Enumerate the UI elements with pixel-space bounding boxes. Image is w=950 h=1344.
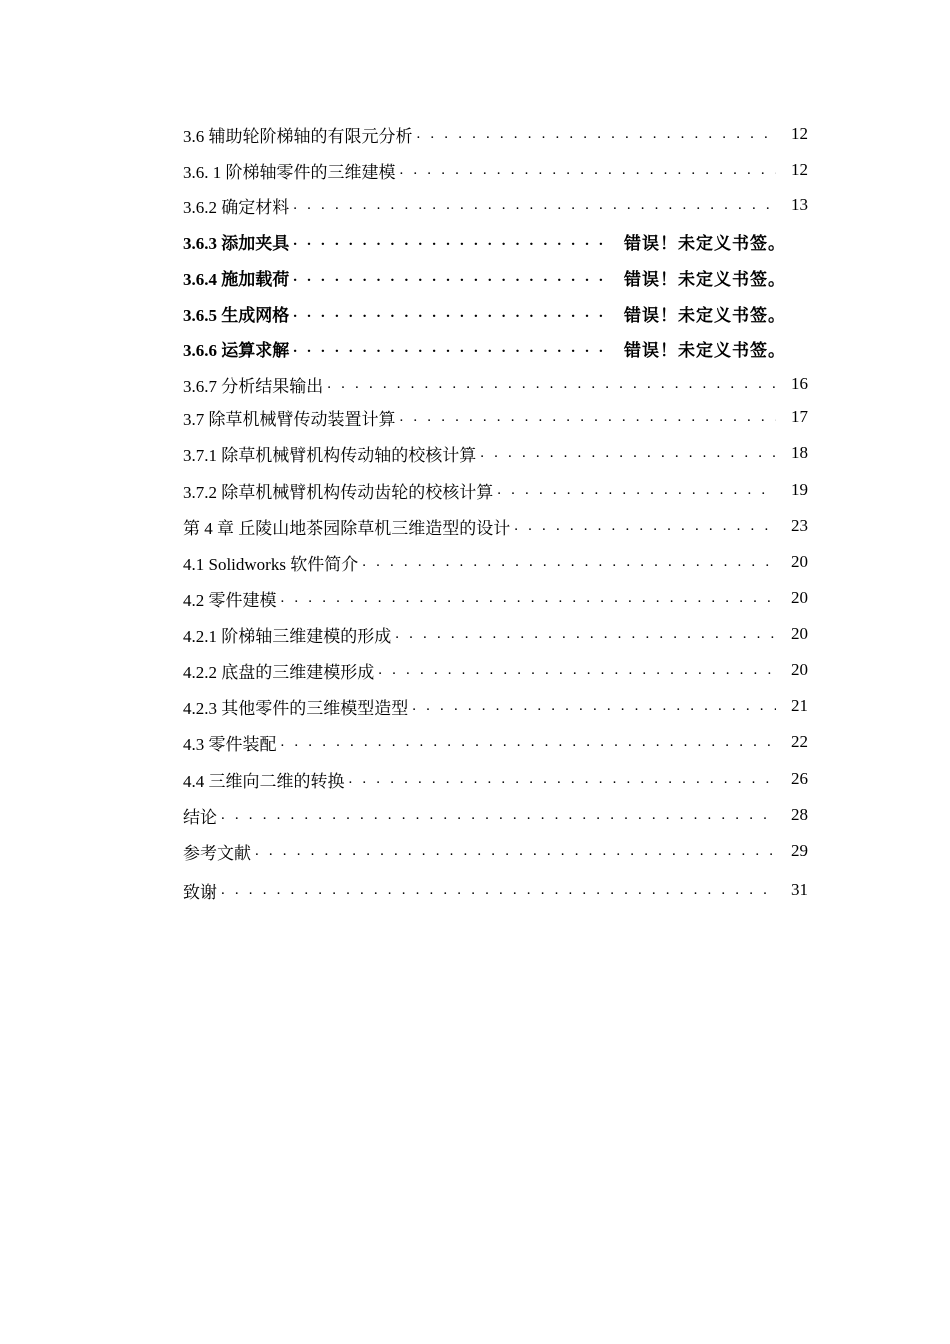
toc-dot-leader [221,807,776,824]
toc-entry[interactable] [183,264,808,290]
toc-dot-leader [514,518,776,535]
toc-dot-leader [395,626,776,643]
toc-entry-title: 结论 [183,807,217,827]
toc-entry-title: 4.2.2 底盘的三维建模形成 [183,662,375,682]
toc-entry-page: 21 [791,696,808,715]
toc-entry-page: 错误！未定义书签。 [624,305,786,325]
toc-dot-leader [281,590,777,607]
toc-entry-page: 19 [791,480,808,499]
toc-entry-title: 3.7.1 除草机械臂机构传动轴的校核计算 [183,445,477,465]
toc-entry[interactable] [183,657,808,683]
toc-dot-leader [293,233,610,250]
toc-entry-title: 4.1 Solidworks 软件简介 [183,554,359,574]
toc-entry-title: 3.7 除草机械臂传动装置计算 [183,409,396,429]
toc-entry[interactable] [183,335,808,361]
toc-dot-leader [362,554,776,571]
toc-entry-page: 22 [791,732,808,751]
toc-dot-leader [378,662,776,679]
toc-entry-page: 12 [791,124,808,143]
toc-entry-title: 致谢 [183,882,217,902]
toc-entry-page: 错误！未定义书签。 [624,340,786,360]
toc-entry-title: 4.2.1 阶梯轴三维建模的形成 [183,626,392,646]
toc-entry-page: 20 [791,552,808,571]
toc-entry[interactable] [183,729,808,755]
toc-dot-leader [281,734,777,751]
toc-entry-page: 16 [791,374,808,393]
toc-entry-page: 18 [791,443,808,462]
toc-entry-title: 3.7.2 除草机械臂机构传动齿轮的校核计算 [183,482,494,502]
toc-entry-title: 4.3 零件装配 [183,734,277,754]
toc-entry[interactable] [183,838,808,864]
toc-entry[interactable] [183,440,808,466]
toc-entry[interactable] [183,693,808,719]
toc-entry[interactable] [183,371,808,397]
toc-dot-leader [417,126,777,143]
toc-entry-title: 3.6.5 生成网格 [183,305,290,325]
toc-entry[interactable] [183,404,808,430]
toc-entry[interactable] [183,766,808,792]
toc-entry-title: 参考文献 [183,843,251,863]
toc-entry-page: 17 [791,407,808,426]
toc-entry-title: 3.6.4 施加载荷 [183,269,290,289]
toc-entry-page: 错误！未定义书签。 [624,269,786,289]
toc-entry-page: 28 [791,805,808,824]
toc-entry-title: 3.6. 1 阶梯轴零件的三维建模 [183,162,396,182]
toc-entry-title: 3.6.6 运算求解 [183,340,290,360]
toc-entry[interactable] [183,157,808,183]
toc-entry-page: 31 [791,880,808,899]
toc-entry-page: 20 [791,588,808,607]
toc-entry-title: 4.4 三维向二维的转换 [183,771,345,791]
toc-dot-leader [293,269,610,286]
toc-entry-page: 12 [791,160,808,179]
toc-entry[interactable] [183,549,808,575]
toc-dot-leader [412,698,776,715]
toc-entry-title: 4.2 零件建模 [183,590,277,610]
toc-entry-title: 3.6.3 添加夹具 [183,233,290,253]
toc-entry[interactable] [183,228,808,254]
toc-dot-leader [497,482,776,499]
toc-entry[interactable] [183,585,808,611]
toc-entry-page: 23 [791,516,808,535]
toc-entry-title: 3.6.2 确定材料 [183,197,290,217]
toc-dot-leader [293,197,776,214]
toc-entry[interactable] [183,300,808,326]
toc-entry[interactable] [183,477,808,503]
toc-dot-leader [349,771,777,788]
toc-entry-page: 29 [791,841,808,860]
toc-dot-leader [255,843,776,860]
toc-dot-leader [480,445,776,462]
toc-entry-page: 20 [791,660,808,679]
toc-entry-title: 4.2.3 其他零件的三维模型造型 [183,698,409,718]
toc-entry[interactable] [183,877,808,903]
toc-entry[interactable] [183,802,808,828]
toc-entry-page: 13 [791,195,808,214]
toc-entry-title: 3.6 辅助轮阶梯轴的有限元分析 [183,126,413,146]
toc-entry[interactable] [183,121,808,147]
toc-dot-leader [293,305,610,322]
toc-dot-leader [400,162,777,179]
toc-entry-title: 第 4 章 丘陵山地茶园除草机三维造型的设计 [183,518,511,538]
toc-entry-title: 3.6.7 分析结果输出 [183,376,324,396]
toc-dot-leader [327,376,776,393]
toc-entry[interactable] [183,513,808,539]
toc-entry-page: 26 [791,769,808,788]
toc-entry[interactable] [183,621,808,647]
toc-entry[interactable] [183,192,808,218]
toc-dot-leader [221,882,776,899]
toc-dot-leader [400,409,777,426]
toc-dot-leader [293,340,610,357]
toc-entry-page: 20 [791,624,808,643]
toc-entry-page: 错误！未定义书签。 [624,233,786,253]
